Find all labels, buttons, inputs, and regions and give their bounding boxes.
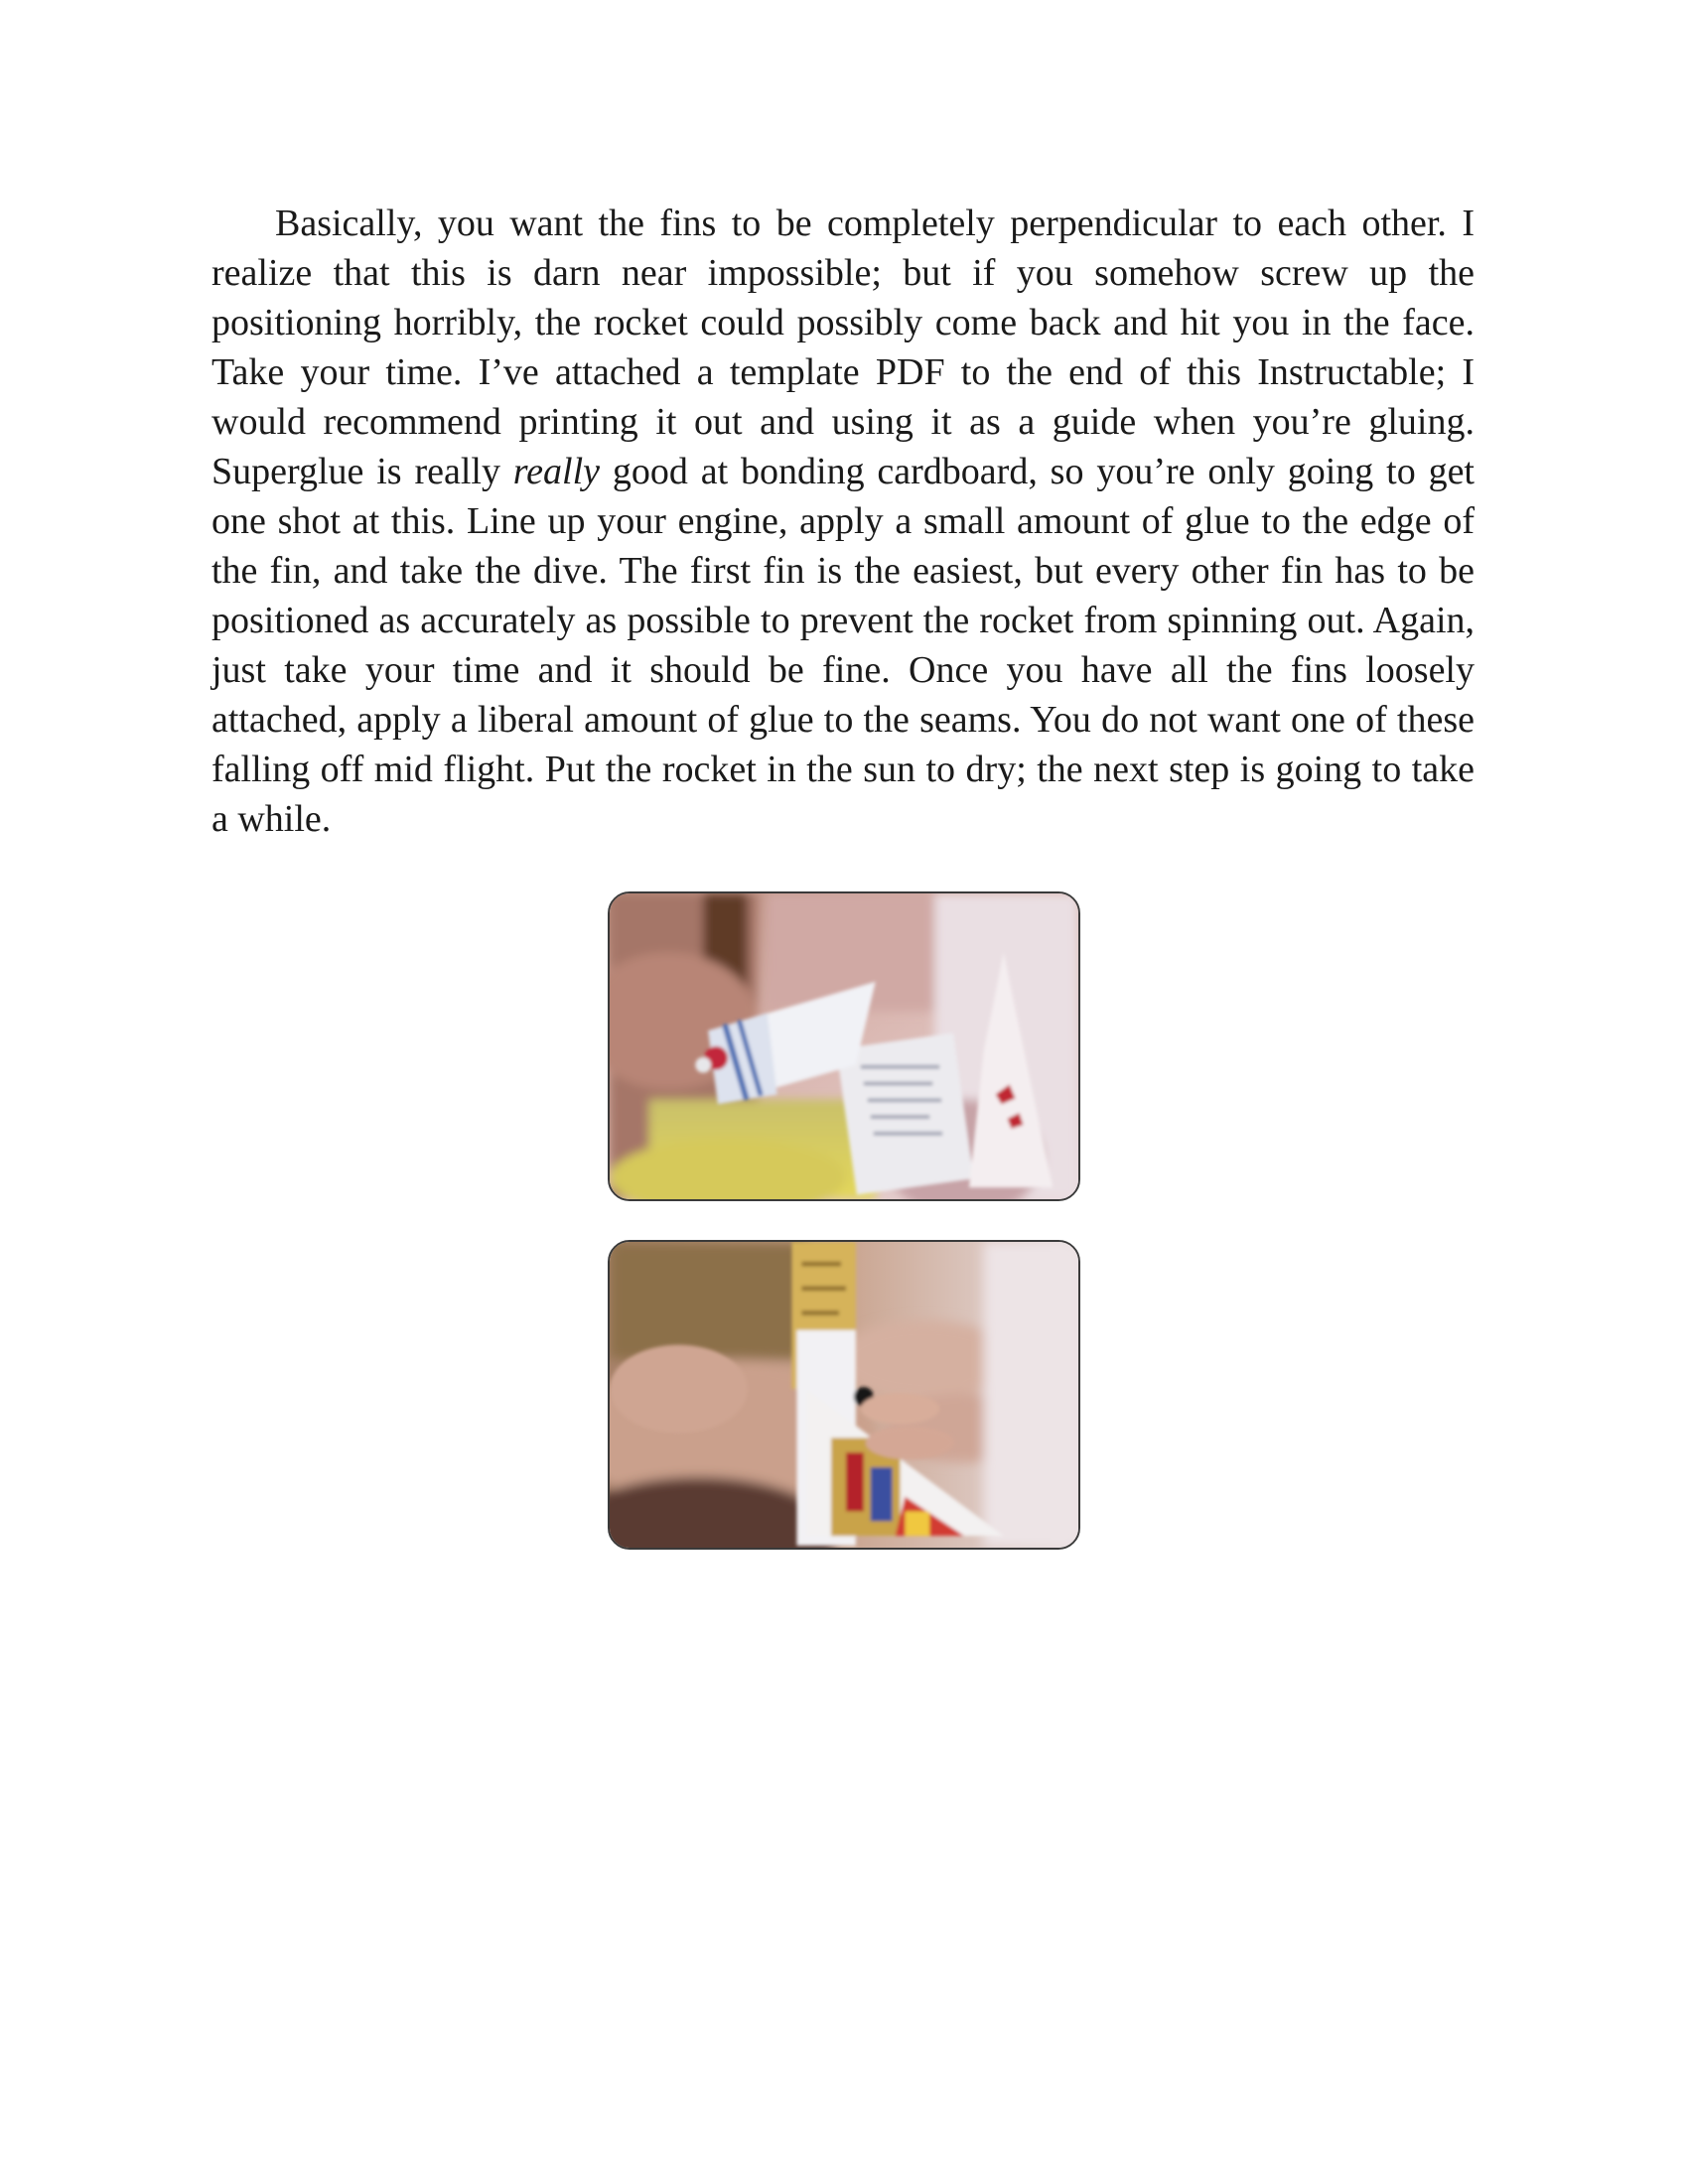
photo-gluing-fin-image [610, 893, 1078, 1199]
photo-attached-fins-image [610, 1242, 1078, 1548]
body-paragraph [211, 199, 1475, 844]
paragraph-text-part-2: good at bonding cardboard, so you’re only going to get one shot at this. Line up your engine, apply a small amount of glue to the edge of the fin, and take the dive. The first fin is the easiest, but every other fin has to be positioned as accurately as possible to prevent the rocket from spinning out. Again, just take your time and it should be fine. Once you have all the fins loosely attached, apply a liberal amount of glue to the seams. You do not want one of these falling off mid flight. Put the rocket in the sun to dry; the next step is going to take a while. [211, 451, 1475, 840]
photo-attached-fins [608, 1240, 1080, 1550]
photo-gluing-fin [608, 891, 1080, 1201]
paragraph-emphasis: really [512, 451, 601, 492]
paragraph-text-part-1: Basically, you want the fins to be completely perpendicular to each other. I realize that this is darn near impossible; but if you somehow screw up the positioning horribly, the rocket could possibly come back and hit you in the face. Take your time. I’ve attached a template PDF to the end of this Instructable; I would recommend printing it out and using it as a guide when you’re gluing. Superglue is really [211, 203, 1475, 492]
